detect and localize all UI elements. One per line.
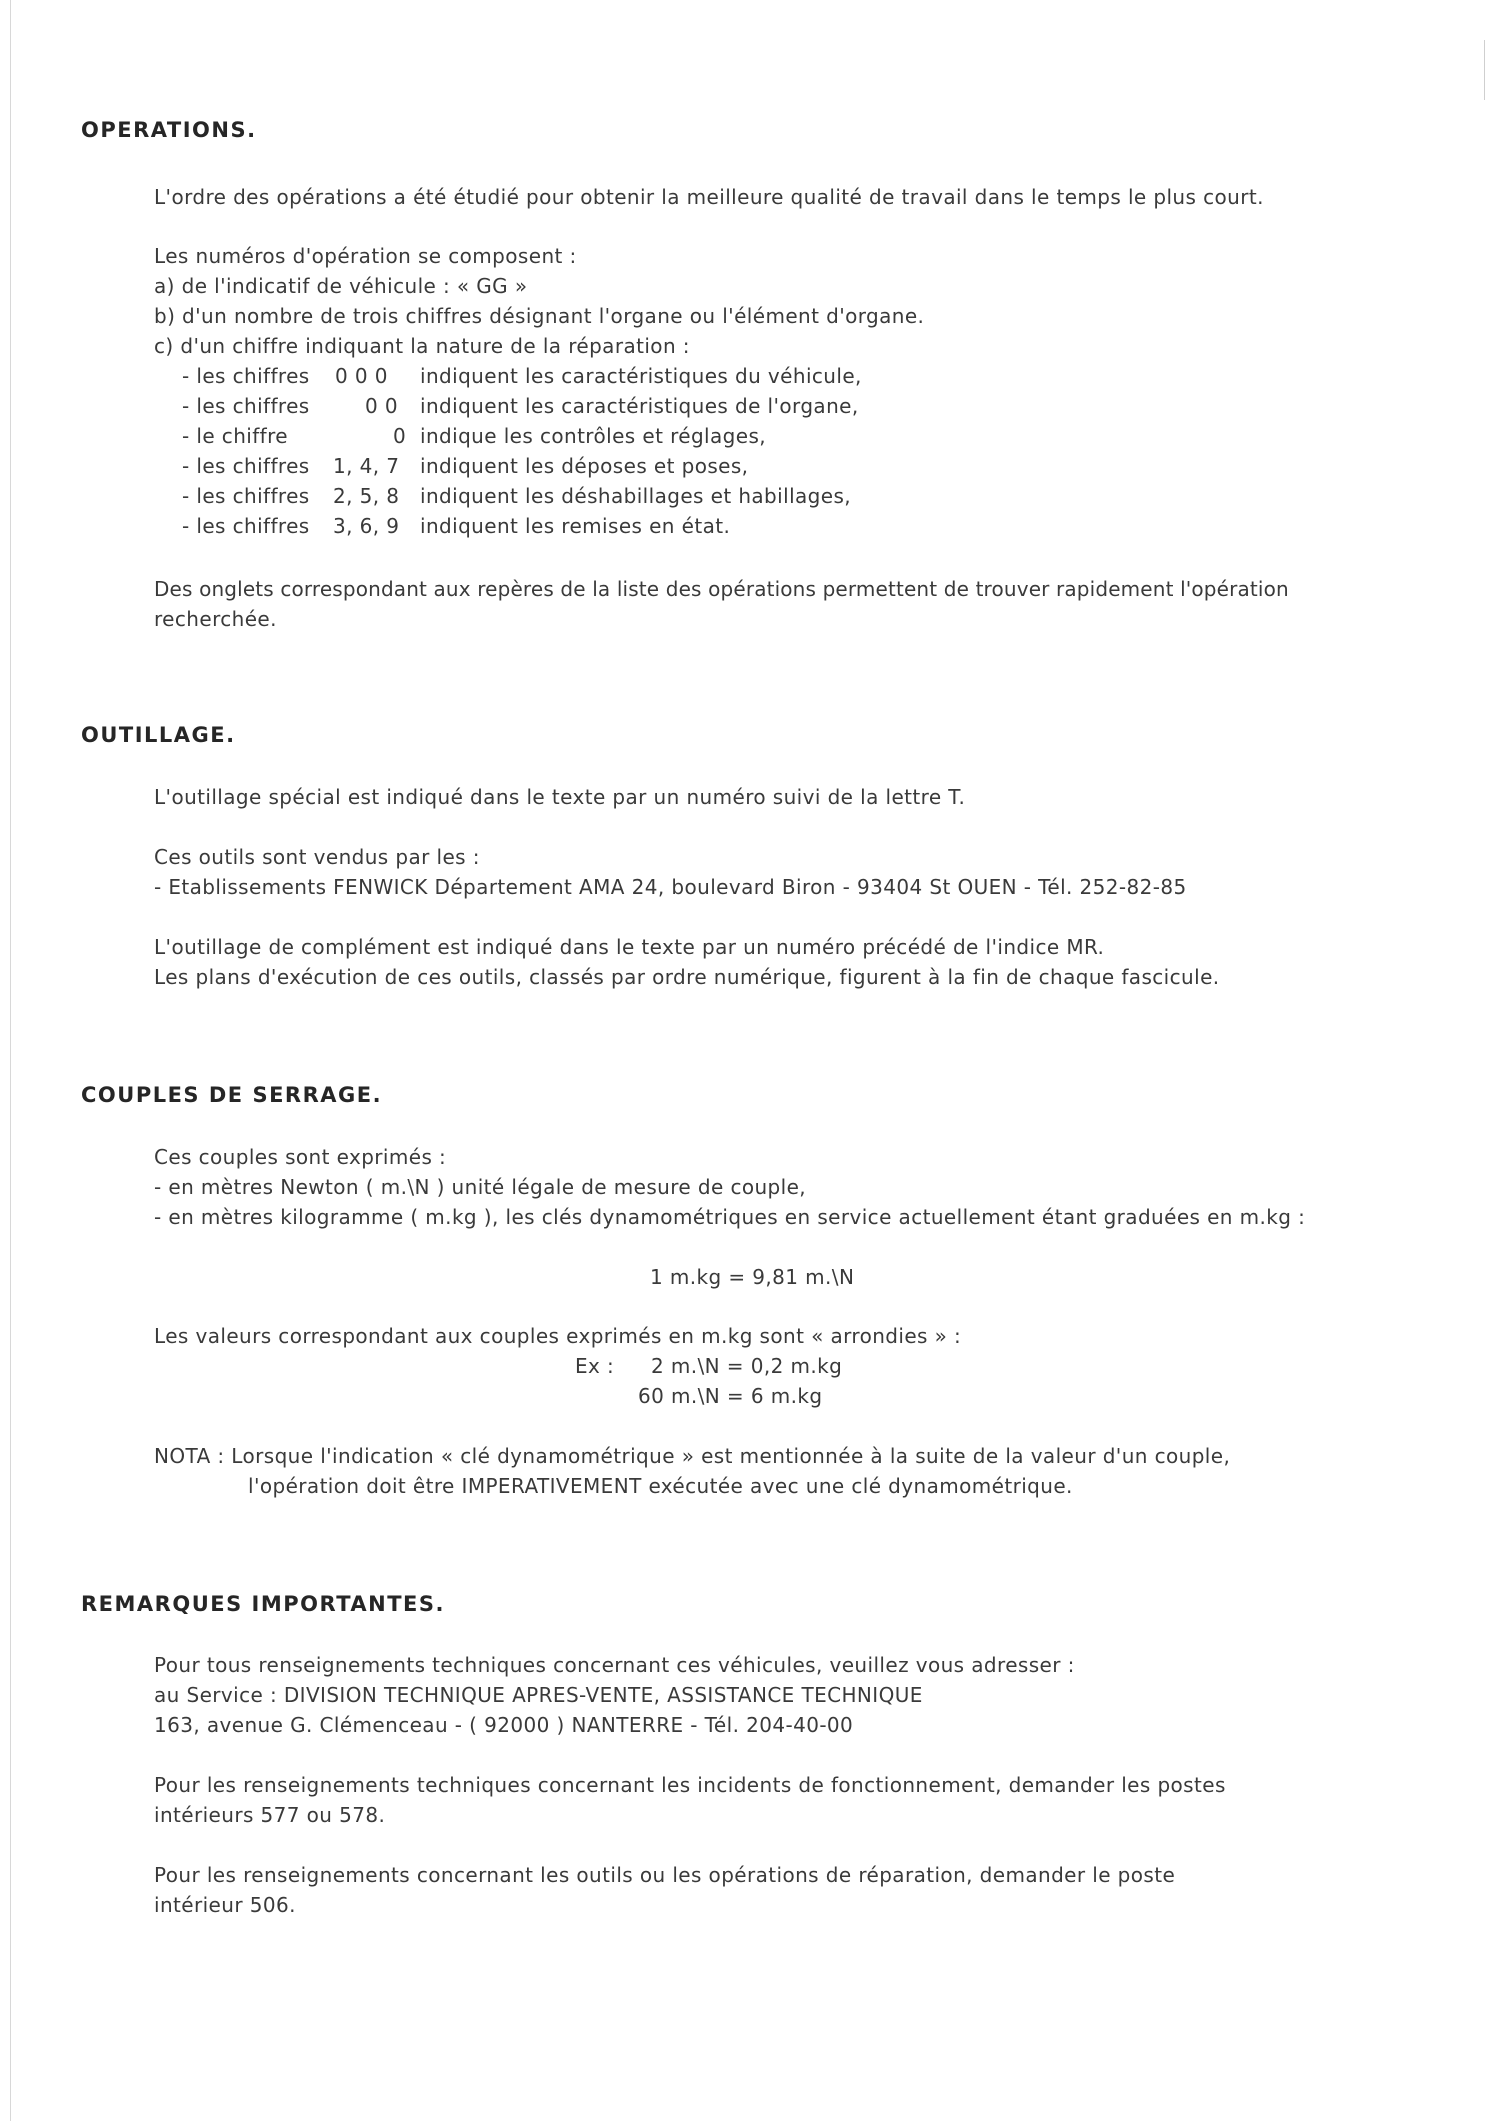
couples-formula: 1 m.kg = 9,81 m.\N xyxy=(650,1265,855,1289)
couples-nota: NOTA : Lorsque l'indication « clé dynamométrique » est mentionnée à la suite de la valeur d'un couple, xyxy=(154,1444,1231,1468)
code-digits: 0 0 0 xyxy=(335,364,388,388)
operations-part-b: b) d'un nombre de trois chiffres désignant l'organe ou l'élément d'organe. xyxy=(154,304,925,328)
code-digits: 2, 5, 8 xyxy=(333,484,400,508)
code-label: - les chiffres xyxy=(182,394,310,418)
remarques-incidents: Pour les renseignements techniques concernant les incidents de fonctionnement, demander les postes xyxy=(154,1773,1226,1797)
remarques-contact-intro: Pour tous renseignements techniques concernant ces véhicules, veuillez vous adresser : xyxy=(154,1653,1075,1677)
remarques-tools-post: intérieur 506. xyxy=(154,1893,296,1917)
remarques-address: 163, avenue G. Clémenceau - ( 92000 ) NANTERRE - Tél. 204-40-00 xyxy=(154,1713,854,1737)
code-label: - les chiffres xyxy=(182,364,310,388)
outillage-special: L'outillage spécial est indiqué dans le texte par un numéro suivi de la lettre T. xyxy=(154,785,966,809)
code-digits: 0 0 xyxy=(365,394,399,418)
couples-intro: Ces couples sont exprimés : xyxy=(154,1145,447,1169)
code-meaning: indiquent les déposes et poses, xyxy=(420,454,749,478)
couples-example-2: 60 m.\N = 6 m.kg xyxy=(638,1384,823,1408)
operations-tabs-note-cont: recherchée. xyxy=(154,607,277,631)
scan-edge-right xyxy=(1484,40,1485,100)
couples-newton: - en mètres Newton ( m.\N ) unité légale de mesure de couple, xyxy=(154,1175,807,1199)
code-meaning: indiquent les remises en état. xyxy=(420,514,731,538)
operations-numbers-intro: Les numéros d'opération se composent : xyxy=(154,244,577,268)
operations-part-c: c) d'un chiffre indiquant la nature de la réparation : xyxy=(154,334,690,358)
operations-heading: OPERATIONS. xyxy=(81,118,257,142)
operations-tabs-note: Des onglets correspondant aux repères de la liste des opérations permettent de trouver rapidement l'opération xyxy=(154,577,1289,601)
code-label: - le chiffre xyxy=(182,424,288,448)
remarques-tools: Pour les renseignements concernant les outils ou les opérations de réparation, demander le poste xyxy=(154,1863,1176,1887)
code-digits: 1, 4, 7 xyxy=(333,454,400,478)
couples-kilogramme: - en mètres kilogramme ( m.kg ), les clés dynamométriques en service actuellement étant graduées en m.kg : xyxy=(154,1205,1306,1229)
outillage-vendors-intro: Ces outils sont vendus par les : xyxy=(154,845,480,869)
operations-part-a: a) de l'indicatif de véhicule : « GG » xyxy=(154,274,528,298)
couples-rounded: Les valeurs correspondant aux couples exprimés en m.kg sont « arrondies » : xyxy=(154,1324,962,1348)
code-meaning: indiquent les caractéristiques de l'organe, xyxy=(420,394,859,418)
outillage-vendor: - Etablissements FENWICK Département AMA 24, boulevard Biron - 93404 St OUEN - Tél. 252-82-85 xyxy=(154,875,1187,899)
code-meaning: indique les contrôles et réglages, xyxy=(420,424,767,448)
couples-nota-cont: l'opération doit être IMPERATIVEMENT exécutée avec une clé dynamométrique. xyxy=(248,1474,1073,1498)
code-meaning: indiquent les déshabillages et habillages, xyxy=(420,484,852,508)
remarques-service: au Service : DIVISION TECHNIQUE APRES-VENTE, ASSISTANCE TECHNIQUE xyxy=(154,1683,923,1707)
couples-heading: COUPLES DE SERRAGE. xyxy=(81,1083,383,1107)
code-meaning: indiquent les caractéristiques du véhicule, xyxy=(420,364,862,388)
code-digits: 3, 6, 9 xyxy=(333,514,400,538)
remarques-incidents-posts: intérieurs 577 ou 578. xyxy=(154,1803,386,1827)
operations-intro: L'ordre des opérations a été étudié pour obtenir la meilleure qualité de travail dans le temps le plus court. xyxy=(154,185,1264,209)
code-digits: 0 xyxy=(393,424,407,448)
code-label: - les chiffres xyxy=(182,484,310,508)
couples-example-label: Ex : xyxy=(575,1354,615,1378)
scan-edge-left xyxy=(10,0,11,2121)
remarques-heading: REMARQUES IMPORTANTES. xyxy=(81,1592,445,1616)
code-label: - les chiffres xyxy=(182,514,310,538)
outillage-plans: Les plans d'exécution de ces outils, classés par ordre numérique, figurent à la fin de chaque fascicule. xyxy=(154,965,1220,989)
code-label: - les chiffres xyxy=(182,454,310,478)
outillage-complement: L'outillage de complément est indiqué dans le texte par un numéro précédé de l'indice MR. xyxy=(154,935,1105,959)
outillage-heading: OUTILLAGE. xyxy=(81,723,236,747)
couples-example-1: 2 m.\N = 0,2 m.kg xyxy=(651,1354,843,1378)
